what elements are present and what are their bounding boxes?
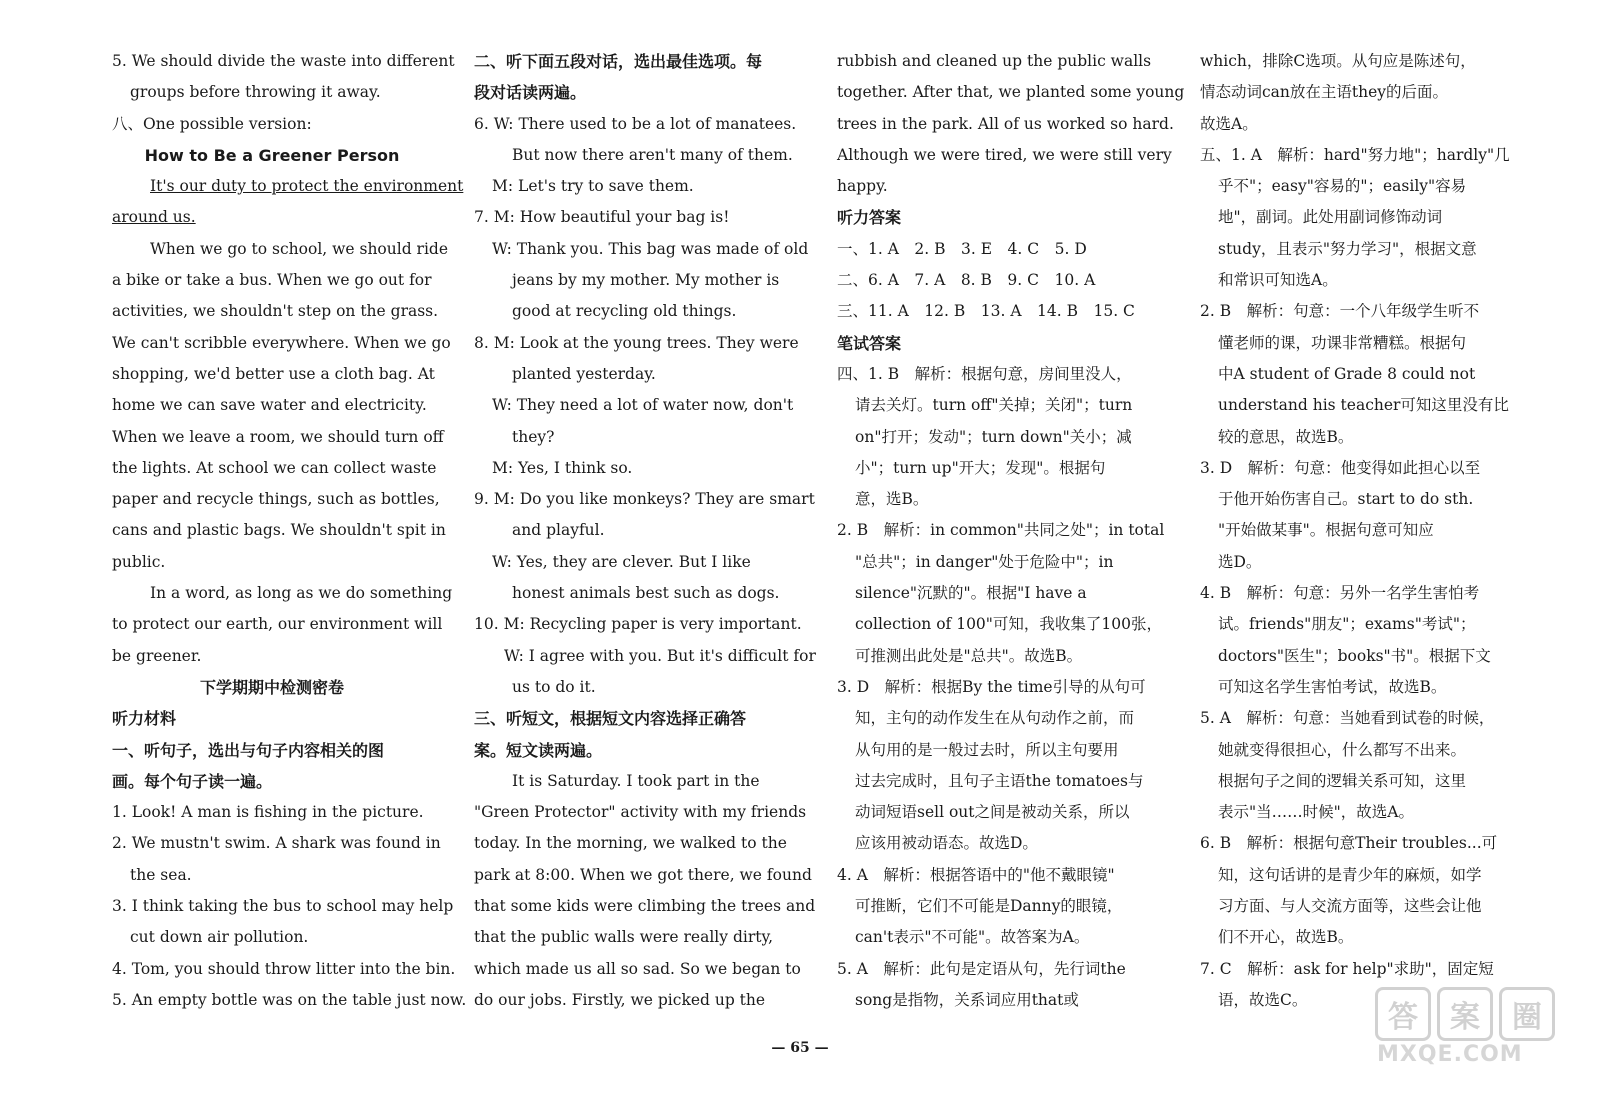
text-line: cans and plastic bags. We shouldn't spit in [112,521,446,540]
text-line: the lights. At school we can collect waste [112,458,437,477]
text-line: W: I agree with you. But it's difficult for [504,646,816,665]
text-line: 乎不"；easy"容易的"；easily"容易 [1218,177,1467,196]
text-line: silence"沉默的"。根据"I have a [855,584,1087,603]
text-line: M: Yes, I think so. [492,458,633,477]
section-heading: 八、One possible version: [112,114,312,133]
text-line: trees in the park. All of us worked so hard. [837,114,1174,133]
section-heading: 案。短文读两遍。 [474,740,603,760]
text-line: 动词短语sell out之间是被动关系，所以 [855,803,1130,822]
text-line: collection of 100"可知，我收集了100张， [855,615,1163,634]
answer-line: 三、11. A 12. B 13. A 14. B 15. C [837,302,1135,321]
section-heading: 画。每个句子读一遍。 [112,771,273,791]
text-line: home we can save water and electricity. [112,396,427,415]
text-line: that some kids were climbing the trees and [474,897,816,916]
text-line: W: They need a lot of water now, don't [492,396,794,415]
text-line: "总共"；in danger"处于危险中"；in [855,552,1114,571]
text-line: 5. A 解析：此句是定语从句，先行词the [837,959,1126,978]
text-line: to protect our earth, our environment will [112,615,443,634]
text-line: 4. Tom, you should throw litter into the bin. [112,959,456,978]
section-heading: 二、听下面五段对话，选出最佳选项。每 [474,52,763,71]
section-heading: 笔试答案 [837,333,902,353]
text-line: planted yesterday. [512,364,656,383]
text-line: 选D。 [1218,552,1262,571]
text-line: 和常识可知选A。 [1218,271,1338,290]
text-line: 她就变得很担心，什么都写不出来。 [1218,740,1467,759]
watermark-char: 圈 [1499,987,1555,1041]
text-line: groups before throwing it away. [130,83,381,102]
text-line: 习方面、与人交流方面等，这些会让他 [1218,897,1482,916]
text-line: 们不开心，故选B。 [1218,928,1354,947]
text-line: 表示"当……时候"，故选A。 [1218,803,1414,822]
watermark-glyphs [1375,988,1555,1040]
section-heading: 听力答案 [837,208,902,228]
text-line: be greener. [112,646,202,665]
text-line: 3. I think taking the bus to school may help [112,897,454,916]
section-heading: 段对话读两遍。 [474,83,587,103]
text-line: 可推断，它们不可能是Danny的眼镜， [855,897,1123,916]
text-line: they? [512,427,555,446]
text-line: 2. B 解析：in common"共同之处"；in total [837,521,1165,540]
watermark-logo [1375,988,1570,1072]
text-line: and playful. [512,521,605,540]
text-line: that the public walls were really dirty, [474,928,774,947]
page-number: — 65 — [771,1040,829,1056]
text-line: 7. C 解析：ask for help"求助"，固定短 [1200,959,1494,978]
text-line: study，且表示"努力学习"，根据文意 [1218,239,1477,258]
text-line: 根据句子之间的逻辑关系可知，这里 [1218,771,1467,790]
answer-line: 一、1. A 2. B 3. E 4. C 5. D [837,239,1087,258]
text-line: public. [112,552,166,571]
text-line: which，排除C选项。从句应是陈述句， [1200,52,1476,70]
text-line: honest animals best such as dogs. [512,584,780,603]
column-4 [1200,46,1525,1016]
text-line: 故选A。 [1200,114,1258,133]
text-line: good at recycling old things. [512,302,737,321]
text-line: 9. M: Do you like monkeys? They are smart [474,490,815,509]
text-line: jeans by my mother. My mother is [512,271,780,290]
text-line: 请去关灯。turn off"关掉；关闭"；turn [855,396,1133,415]
text-line: activities, we shouldn't step on the grass. [112,302,439,321]
text-line: 10. M: Recycling paper is very important. [474,615,802,634]
exam-title: 下学期期中检测密卷 [199,677,344,697]
text-line: 1. Look! A man is fishing in the picture. [112,803,424,822]
text-line: happy. [837,177,888,196]
text-line: which made us all so sad. So we began to [474,959,801,978]
text-line: the sea. [130,865,192,884]
text-line: 于他开始伤害自己。start to do sth. [1218,490,1474,509]
text-line: on"打开；发动"；turn down"关小；减 [855,427,1132,446]
text-line: 3. D 解析：根据By the time引导的从句可 [837,677,1146,696]
text-line: 懂老师的课，功课非常糟糕。根据句 [1218,333,1467,352]
essay-title: How to Be a Greener Person [144,145,400,165]
text-line: 4. A 解析：根据答语中的"他不戴眼镜" [837,865,1115,884]
column-2 [474,46,816,1016]
text-line: 五、1. A 解析：hard"努力地"；hardly"几 [1200,145,1510,164]
text-line: 知，这句话讲的是青少年的麻烦，如学 [1218,865,1482,884]
column-1 [112,46,467,1016]
text-line: 4. B 解析：句意：另外一名学生害怕考 [1200,584,1480,603]
text-line: 8. M: Look at the young trees. They were [474,333,799,352]
text-line: W: Thank you. This bag was made of old [492,239,809,258]
text-line: 2. B 解析：句意：一个八年级学生听不 [1200,302,1480,321]
text-line: around us. [112,208,196,227]
text-line: rubbish and cleaned up the public walls [837,52,1152,70]
text-line: 2. We mustn't swim. A shark was found in [112,834,441,853]
text-line: 情态动词can放在主语they的后面。 [1200,83,1449,102]
text-line: 5. We should divide the waste into different [112,52,455,70]
text-line: 过去完成时，且句子主语the tomatoes与 [855,771,1144,790]
section-heading: 一、听句子，选出与句子内容相关的图 [112,740,385,760]
text-line: W: Yes, they are clever. But I like [492,552,751,571]
text-line: can't表示"不可能"。故答案为A。 [855,928,1090,947]
text-line: It is Saturday. I took part in the [512,771,760,790]
answer-line: 二、6. A 7. A 8. B 9. C 10. A [837,271,1096,290]
text-line: 6. W: There used to be a lot of manatees. [474,114,797,133]
text-line: park at 8:00. When we got there, we found [474,865,812,884]
watermark-char: 答 [1375,987,1431,1041]
text-line: When we leave a room, we should turn off [112,427,444,446]
text-line: We can't scribble everywhere. When we go [112,333,451,352]
text-line: 5. A 解析：句意：当她看到试卷的时候， [1200,709,1495,728]
text-line: paper and recycle things, such as bottles, [112,490,440,509]
text-line: 3. D 解析：句意：他变得如此担心以至 [1200,458,1481,477]
text-line: "开始做某事"。根据句意可知应 [1218,521,1434,540]
text-line: cut down air pollution. [130,928,309,947]
text-line: 7. M: How beautiful your bag is! [474,208,730,227]
text-line: understand his teacher可知这里没有比 [1218,396,1509,415]
text-line: 地"，副词。此处用副词修饰动词 [1218,208,1443,227]
column-3 [837,46,1185,1016]
text-line: do our jobs. Firstly, we picked up the [474,990,766,1009]
text-line: 小"；turn up"开大；发现"。根据句 [855,458,1106,477]
text-line: 5. An empty bottle was on the table just now. [112,990,467,1009]
text-line: 可知这名学生害怕考试，故选B。 [1218,677,1447,696]
text-line: 意，选B。 [855,490,929,509]
text-line: M: Let's try to save them. [492,177,694,196]
section-heading: 三、听短文，根据短文内容选择正确答 [474,709,747,729]
watermark-char: 案 [1437,987,1493,1041]
watermark-url: MXQE.COM [1377,1042,1523,1067]
text-line: doctors"医生"；books"书"。根据下文 [1218,646,1491,665]
text-line: today. In the morning, we walked to the [474,834,787,853]
text-line: It's our duty to protect the environment [150,177,464,196]
text-line: shopping, we'd better use a cloth bag. At [112,364,435,383]
text-line: Although we were tired, we were still very [837,145,1172,164]
text-line: 从句用的是一般过去时，所以主句要用 [855,740,1119,759]
text-line: 语，故选C。 [1218,990,1308,1009]
text-line: together. After that, we planted some young [837,83,1185,102]
text-line: a bike or take a bus. When we go out for [112,271,432,290]
text-line: When we go to school, we should ride [150,239,449,258]
text-line: 知，主句的动作发生在从句动作之前，而 [855,709,1135,728]
text-line: But now there aren't many of them. [512,145,793,164]
text-line: 四、1. B 解析：根据句意，房间里没人， [837,364,1132,383]
text-line: "Green Protector" activity with my friends [474,803,807,822]
text-line: 试。friends"朋友"；exams"考试"； [1218,615,1476,634]
text-line: 可推测出此处是"总共"。故选B。 [855,646,1083,665]
text-line: 较的意思，故选B。 [1218,427,1354,446]
text-line: 应该用被动语态。故选D。 [855,834,1038,853]
text-line: us to do it. [512,677,596,696]
text-line: 6. B 解析：根据句意Their troubles...可 [1200,834,1498,853]
text-line: 中A student of Grade 8 could not [1218,364,1476,383]
text-line: In a word, as long as we do something [150,584,453,603]
text-line: song是指物，关系词应用that或 [855,990,1079,1009]
section-heading: 听力材料 [112,709,177,729]
